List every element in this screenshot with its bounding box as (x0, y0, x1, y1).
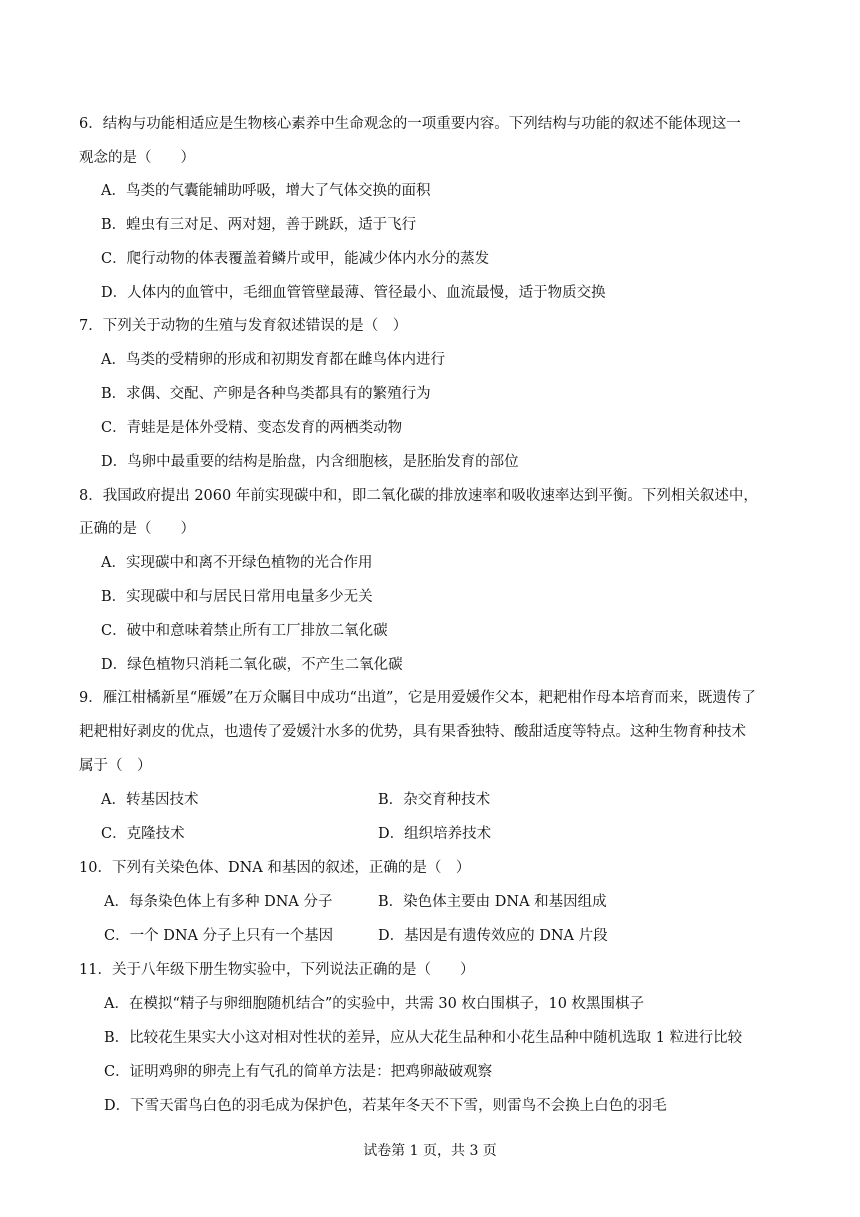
question-6-option-a: A．鸟类的气囊能辅助呼吸，增大了气体交换的面积 (101, 183, 431, 199)
question-7-option-c: C．青蛙是是体外受精、变态发育的两栖类动物 (101, 420, 403, 436)
question-11-option-b: B．比较花生果实大小这对相对性状的差异，应从大花生品种和小花生品种中随机选取 1 粒进行比较 (104, 1030, 743, 1046)
question-9-option-c: C．克隆技术 (101, 826, 185, 842)
question-7-option-d: D．鸟卵中最重要的结构是胎盘，内含细胞核，是胚胎发育的部位 (101, 454, 519, 470)
question-7-option-a: A．鸟类的受精卵的形成和初期发育都在雌鸟体内进行 (101, 352, 445, 368)
question-9-stem-line-2: 耙耙柑好剥皮的优点，也遗传了爱媛汁水多的优势，具有果香独特、酸甜适度等特点。这种生物育种技术 (79, 724, 746, 740)
question-6-stem-line-2: 观念的是（ ） (79, 150, 195, 166)
question-10-option-d: D．基因是有遗传效应的 DNA 片段 (378, 928, 608, 944)
question-6-option-d: D．人体内的血管中，毛细血管管壁最薄、管径最小、血流最慢，适于物质交换 (101, 285, 606, 301)
question-8-option-b: B．实现碳中和与居民日常用电量多少无关 (101, 589, 373, 605)
question-11-option-a: A．在模拟“精子与卵细胞随机结合”的实验中，共需 30 枚白围棋子，10 枚黑围棋子 (104, 996, 645, 1012)
page-footer: 试卷第 1 页，共 3 页 (363, 1143, 497, 1159)
question-9-option-a: A．转基因技术 (101, 792, 199, 808)
question-11-option-d: D．下雪天雷鸟白色的羽毛成为保护色，若某年冬天不下雪，则雷鸟不会换上白色的羽毛 (104, 1098, 667, 1114)
question-11-stem: 11．关于八年级下册生物实验中，下列说法正确的是（ ） (79, 962, 475, 978)
question-8-option-d: D．绿色植物只消耗二氧化碳，不产生二氧化碳 (101, 657, 403, 673)
question-8-stem-line-1: 8．我国政府提出 2060 年前实现碳中和，即二氧化碳的排放速率和吸收速率达到平衡。下列相关叙述中， (79, 488, 758, 504)
question-10-option-b: B．染色体主要由 DNA 和基因组成 (378, 894, 607, 910)
question-9-option-d: D．组织培养技术 (378, 826, 492, 842)
question-8-option-a: A．实现碳中和离不开绿色植物的光合作用 (101, 555, 373, 571)
question-6-option-c: C．爬行动物的体表覆盖着鳞片或甲，能减少体内水分的蒸发 (101, 251, 490, 267)
question-8-option-c: C．破中和意味着禁止所有工厂排放二氧化碳 (101, 623, 388, 639)
question-9-stem-line-1: 9．雁江柑橘新星“雁媛”在万众瞩目中成功“出道”，它是用爱媛作父本，耙耙柑作母本培育而来，既遗传了 (79, 690, 756, 706)
question-9-option-b: B．杂交育种技术 (378, 792, 491, 808)
question-6-option-b: B．蝗虫有三对足、两对翅，善于跳跃，适于飞行 (101, 217, 417, 233)
question-10-option-a: A．每条染色体上有多种 DNA 分子 (104, 894, 333, 910)
question-9-stem-line-3: 属于（ ） (79, 758, 152, 774)
question-7-option-b: B．求偶、交配、产卵是各种鸟类都具有的繁殖行为 (101, 386, 431, 402)
question-6-stem-line-1: 6．结构与功能相适应是生物核心素养中生命观念的一项重要内容。下列结构与功能的叙述不能体现这一 (79, 116, 741, 132)
question-11-option-c: C．证明鸡卵的卵壳上有气孔的简单方法是：把鸡卵敲破观察 (104, 1064, 493, 1080)
question-8-stem-line-2: 正确的是（ ） (79, 521, 195, 537)
question-7-stem: 7．下列关于动物的生殖与发育叙述错误的是（ ） (79, 318, 408, 334)
question-10-stem: 10．下列有关染色体、DNA 和基因的叙述，正确的是（ ） (79, 860, 471, 876)
question-10-option-c: C．一个 DNA 分子上只有一个基因 (104, 928, 334, 944)
